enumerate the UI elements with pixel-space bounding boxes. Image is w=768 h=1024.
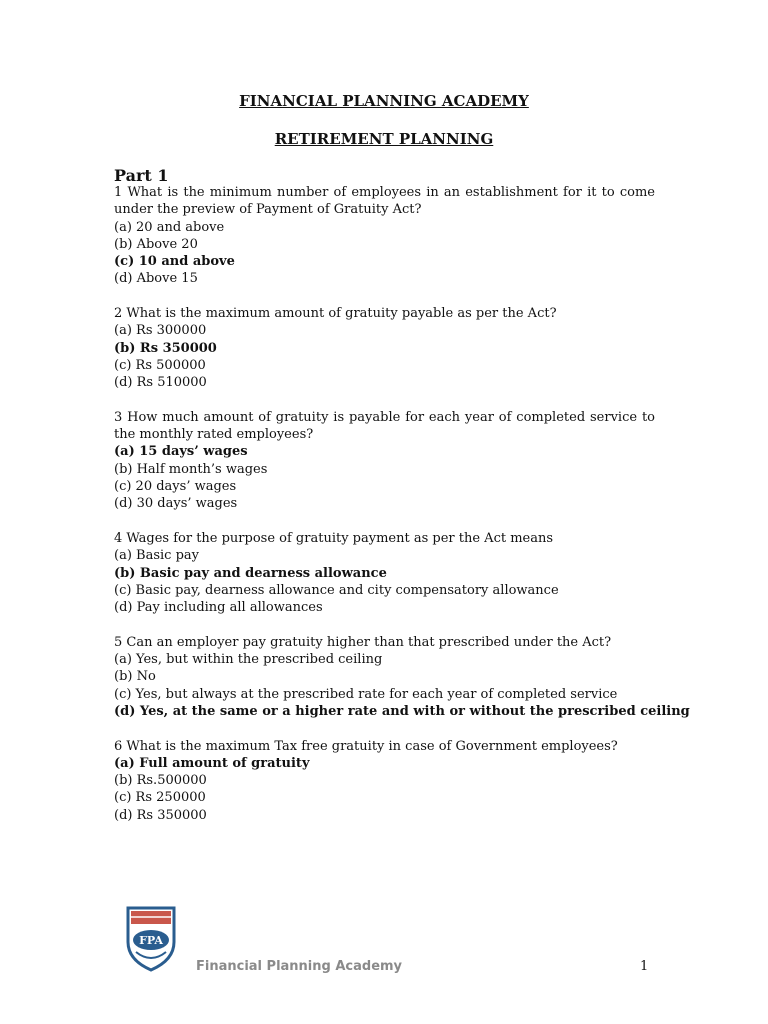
answer-option-correct: (c) 10 and above xyxy=(114,254,235,270)
question-item xyxy=(114,409,655,513)
answer-option: (b) Above 20 xyxy=(114,236,198,252)
question-text: 1 What is the minimum number of employees in an establishment for it to come under the preview of Payment of Gratuity Act? xyxy=(114,185,655,218)
answer-option: (c) Rs 500000 xyxy=(114,357,206,373)
answer-option-correct: (b) Rs 350000 xyxy=(114,340,217,356)
answer-option: (a) Rs 300000 xyxy=(114,323,207,339)
answer-option: (c) Yes, but always at the prescribed rate for each year of completed service xyxy=(114,686,618,702)
answer-option: (d) 30 days’ wages xyxy=(114,496,238,512)
answer-option: (b) Half month’s wages xyxy=(114,461,268,477)
answer-option-correct: (d) Yes, at the same or a higher rate and with or without the prescribed ceiling xyxy=(114,703,690,719)
fpa-logo-icon xyxy=(120,902,182,976)
answer-option: (b) No xyxy=(114,669,156,685)
question-item xyxy=(114,634,690,720)
answer-option: (a) Basic pay xyxy=(114,548,199,564)
question-list xyxy=(114,184,690,841)
question-text: 4 Wages for the purpose of gratuity payment as per the Act means xyxy=(114,530,554,546)
answer-option: (d) Pay including all allowances xyxy=(114,600,323,616)
answer-option-correct: (a) 15 days’ wages xyxy=(114,444,248,460)
answer-option-correct: (a) Full amount of gratuity xyxy=(114,755,310,771)
question-text: 3 How much amount of gratuity is payable for each year of completed service to the monthly rated employees? xyxy=(114,409,655,443)
question-text: 2 What is the maximum amount of gratuity payable as per the Act? xyxy=(114,306,557,322)
answer-option: (c) Rs 250000 xyxy=(114,790,206,806)
section-heading: Part 1 xyxy=(114,166,169,185)
document-title: FINANCIAL PLANNING ACADEMY xyxy=(239,92,529,110)
answer-option: (d) Rs 510000 xyxy=(114,375,207,391)
answer-option: (c) 20 days’ wages xyxy=(114,479,237,495)
page-number: 1 xyxy=(640,959,649,974)
logo-text: FPA xyxy=(139,934,163,947)
question-item xyxy=(114,305,655,391)
question-item xyxy=(114,738,655,824)
question-text: 6 What is the maximum Tax free gratuity in case of Government employees? xyxy=(114,738,618,754)
answer-option: (a) Yes, but within the prescribed ceiling xyxy=(114,652,383,668)
question-text: 5 Can an employer pay gratuity higher than that prescribed under the Act? xyxy=(114,634,612,650)
document-subtitle: RETIREMENT PLANNING xyxy=(274,130,494,148)
answer-option: (d) Above 15 xyxy=(114,271,198,287)
question-item xyxy=(114,184,655,288)
footer-org-name: Financial Planning Academy xyxy=(196,959,403,974)
answer-option-correct: (b) Basic pay and dearness allowance xyxy=(114,565,387,581)
answer-option: (b) Rs.500000 xyxy=(114,773,207,789)
question-item xyxy=(114,530,655,616)
answer-option: (c) Basic pay, dearness allowance and city compensatory allowance xyxy=(114,582,559,598)
answer-option: (a) 20 and above xyxy=(114,219,225,235)
answer-option: (d) Rs 350000 xyxy=(114,807,207,823)
